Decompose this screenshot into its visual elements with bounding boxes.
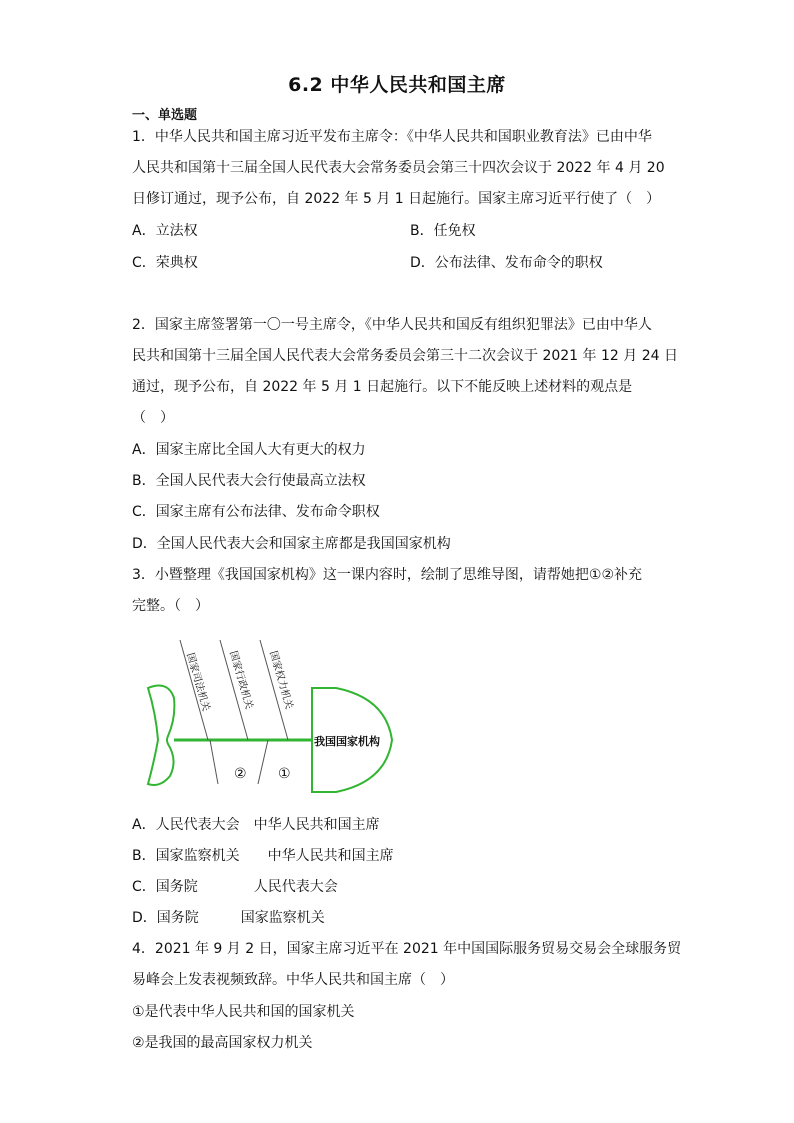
q4-line-1: 4．2021 年 9 月 2 日，国家主席习近平在 2021 年中国国际服务贸易交易会全球服务贸 xyxy=(132,941,682,957)
bone-lower-2 xyxy=(210,740,218,784)
q1-line-2: 人民共和国第十三届全国人民代表大会常务委员会第三十四次会议于 2022 年 4 月 20 xyxy=(132,160,665,176)
q4-statement-1: ①是代表中华人民共和国的国家机关 xyxy=(132,1004,355,1020)
bone-label-administrative: 国家行政机关 xyxy=(227,649,255,711)
bone-lower-1 xyxy=(258,740,268,784)
q4-line-2: 易峰会上发表视频致辞。中华人民共和国主席（ ） xyxy=(132,972,454,988)
marker-1: ① xyxy=(278,766,291,782)
fish-tail xyxy=(148,686,174,785)
q3-option-a[interactable]: A．人民代表大会 中华人民共和国主席 xyxy=(132,817,380,833)
page-title: 6.2 中华人民共和国主席 xyxy=(288,74,506,96)
fishbone-diagram xyxy=(140,636,400,798)
section-heading: 一、单选题 xyxy=(132,108,198,123)
q1-option-c[interactable]: C．荣典权 xyxy=(132,255,198,271)
head-label: 我国国家机构 xyxy=(314,735,380,748)
q2-option-d[interactable]: D．全国人民代表大会和国家主席都是我国国家机构 xyxy=(132,536,451,552)
q3-option-c[interactable]: C．国务院 人民代表大会 xyxy=(132,879,338,895)
q2-line-1: 2．国家主席签署第一〇一号主席令，《中华人民共和国反有组织犯罪法》已由中华人 xyxy=(132,317,652,333)
q2-option-a[interactable]: A．国家主席比全国人大有更大的权力 xyxy=(132,442,366,458)
q1-option-d[interactable]: D．公布法律、发布命令的职权 xyxy=(410,255,603,271)
q3-option-d[interactable]: D．国务院 国家监察机关 xyxy=(132,910,325,926)
q2-option-b[interactable]: B．全国人民代表大会行使最高立法权 xyxy=(132,473,366,489)
q1-line-3: 日修订通过，现予公布，自 2022 年 5 月 1 日起施行。国家主席习近平行使了（ ） xyxy=(132,191,661,207)
bone-label-power: 国家权力机关 xyxy=(267,649,295,711)
q3-option-b[interactable]: B．国家监察机关 中华人民共和国主席 xyxy=(132,848,394,864)
q2-line-3: 通过，现予公布，自 2022 年 5 月 1 日起施行。以下不能反映上述材料的观点是 xyxy=(132,379,633,395)
q1-option-b[interactable]: B．任免权 xyxy=(410,223,476,239)
q2-option-c[interactable]: C．国家主席有公布法律、发布命令职权 xyxy=(132,504,380,520)
q3-line-2: 完整。（ ） xyxy=(132,598,209,614)
q1-line-1: 1．中华人民共和国主席习近平发布主席令：《中华人民共和国职业教育法》已由中华 xyxy=(132,129,652,145)
marker-2: ② xyxy=(234,766,247,782)
q2-line-2: 民共和国第十三届全国人民代表大会常务委员会第三十二次会议于 2021 年 12 月 24 日 xyxy=(132,348,678,364)
q2-line-4: （ ） xyxy=(132,410,174,426)
bone-label-judicial: 国家司法机关 xyxy=(184,651,212,713)
q3-line-1: 3．小暨整理《我国国家机构》这一课内容时，绘制了思维导图，请帮她把①②补充 xyxy=(132,567,643,583)
q4-statement-2: ②是我国的最高国家权力机关 xyxy=(132,1035,313,1051)
q1-option-a[interactable]: A．立法权 xyxy=(132,223,198,239)
